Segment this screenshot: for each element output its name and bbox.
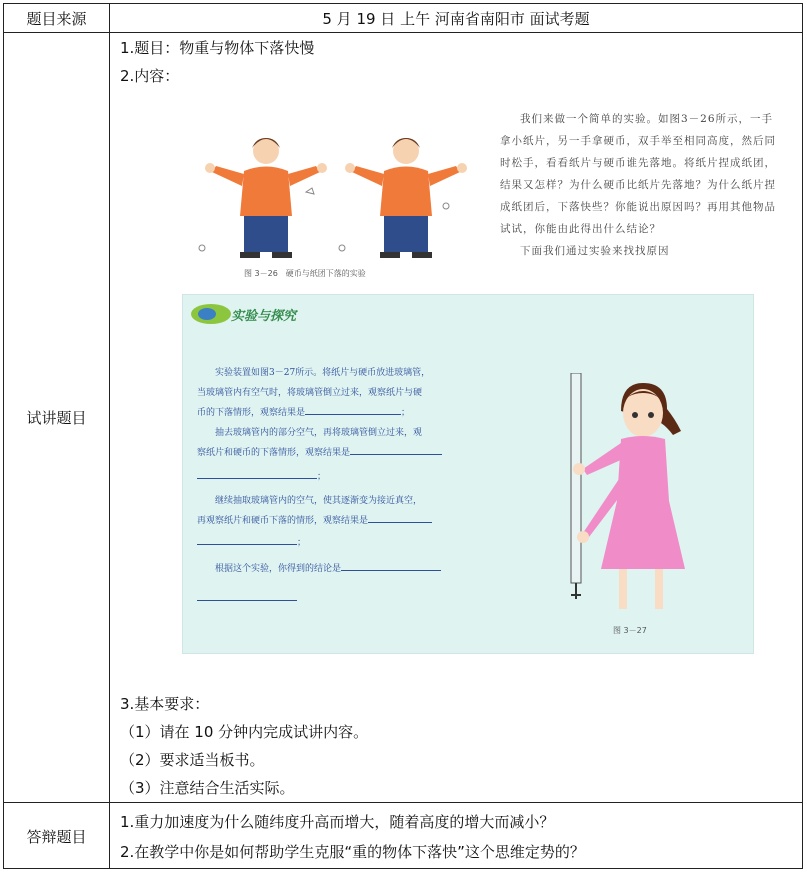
requirements-heading: 3.基本要求： [120,695,210,713]
exp-blank-row [197,589,297,609]
defense-label: 答辩题目 [26,827,87,846]
answer-blank [350,444,442,455]
textbook-paragraph [500,108,780,262]
answer-blank [197,468,317,479]
defense-question: 1.重力加速度为什么随纬度升高而增大，随着高度的增大而减小？ [120,813,555,831]
source-label: 题目来源 [26,9,87,28]
requirement-item: （3）注意结合生活实际。 [120,779,295,797]
figure-3-26-caption: 图 3－26 硬币与纸团下落的实验 [244,269,366,278]
requirement-item: （2）要求适当板书。 [120,751,265,769]
exam-title: 5 月 19 日 上午 河南省南阳市 面试考题 [322,9,590,28]
exp-line-5-wrap [197,443,442,463]
row-divider-defense [4,802,802,803]
textbook-excerpt [116,96,796,681]
defense-question: 2.在教学中你是如何帮助学生克服“重的物体下落快”这个思维定势的？ [120,843,585,861]
exp-line-7: 再观察纸片和硬币下落的情形，观察结果是 [197,516,369,526]
trial-lecture-label: 试讲题目 [26,409,87,427]
boy-experiment-illustration [196,126,476,276]
textbook-paragraph-2: 下面我们通过实验来找找原因 [520,245,670,257]
exp-line-4: 抽去玻璃管内的部分空气，再将玻璃管倒立过来，观 [215,428,423,438]
exp-line-8: 根据这个实验，你得到的结论是 [215,564,342,574]
textbook-paragraph-1: 我们来做一个简单的实验。如图3－26所示，一手拿小纸片，另一手拿硬币，双手举至相同高度，然后同时松手，看看纸片与硬币谁先落地。将纸片捏成纸团，结果又怎样？为什么硬币比纸片先落地？为什么纸片捏成纸团后，下落快些？你能说出原因吗？再用其他物品试试，你能由此得出什么结论？ [500,113,776,235]
answer-blank [197,534,297,545]
panel-title: 实验与探究 [231,309,297,324]
answer-blank [341,560,441,571]
exp-line-5: 察纸片和硬币的下落情形，观察结果是 [197,448,351,458]
exp-line-7-wrap [197,511,432,531]
figure-3-27-caption: 图 3－27 [613,626,647,635]
content-heading: 2.内容： [120,67,180,85]
topic-line: 1.题目：物重与物体下落快慢 [120,39,315,57]
boy-figure-left [199,138,327,258]
requirement-item: （1）请在 10 分钟内完成试讲内容。 [120,723,369,741]
exp-line-8-wrap [197,559,441,579]
exp-line-3-wrap: 币的下落情形，观察结果是 ； [197,403,410,423]
girl-with-tube-illustration [563,373,723,623]
exp-line-6: 继续抽取玻璃管内的空气，使其逐渐变为接近真空， [215,496,423,506]
exp-blank-row: ； [197,467,326,487]
answer-blank [368,512,432,523]
exp-line-3: 币的下落情形，观察结果是 [197,408,306,418]
experiment-panel [182,294,754,654]
boy-figure-right [339,138,467,258]
exp-line-2: 当玻璃管内有空气时，将玻璃管倒立过来，观察纸片与硬 [197,388,423,398]
row-divider-header [4,32,802,33]
answer-blank [197,590,297,601]
exam-table [3,3,803,869]
exp-line-1: 实验装置如图3－27所示。将纸片与硬币放进玻璃管， [215,368,431,378]
column-divider [109,4,110,868]
exp-blank-row: ； [197,533,306,553]
answer-blank [305,404,401,415]
leaf-logo-icon [189,301,233,327]
